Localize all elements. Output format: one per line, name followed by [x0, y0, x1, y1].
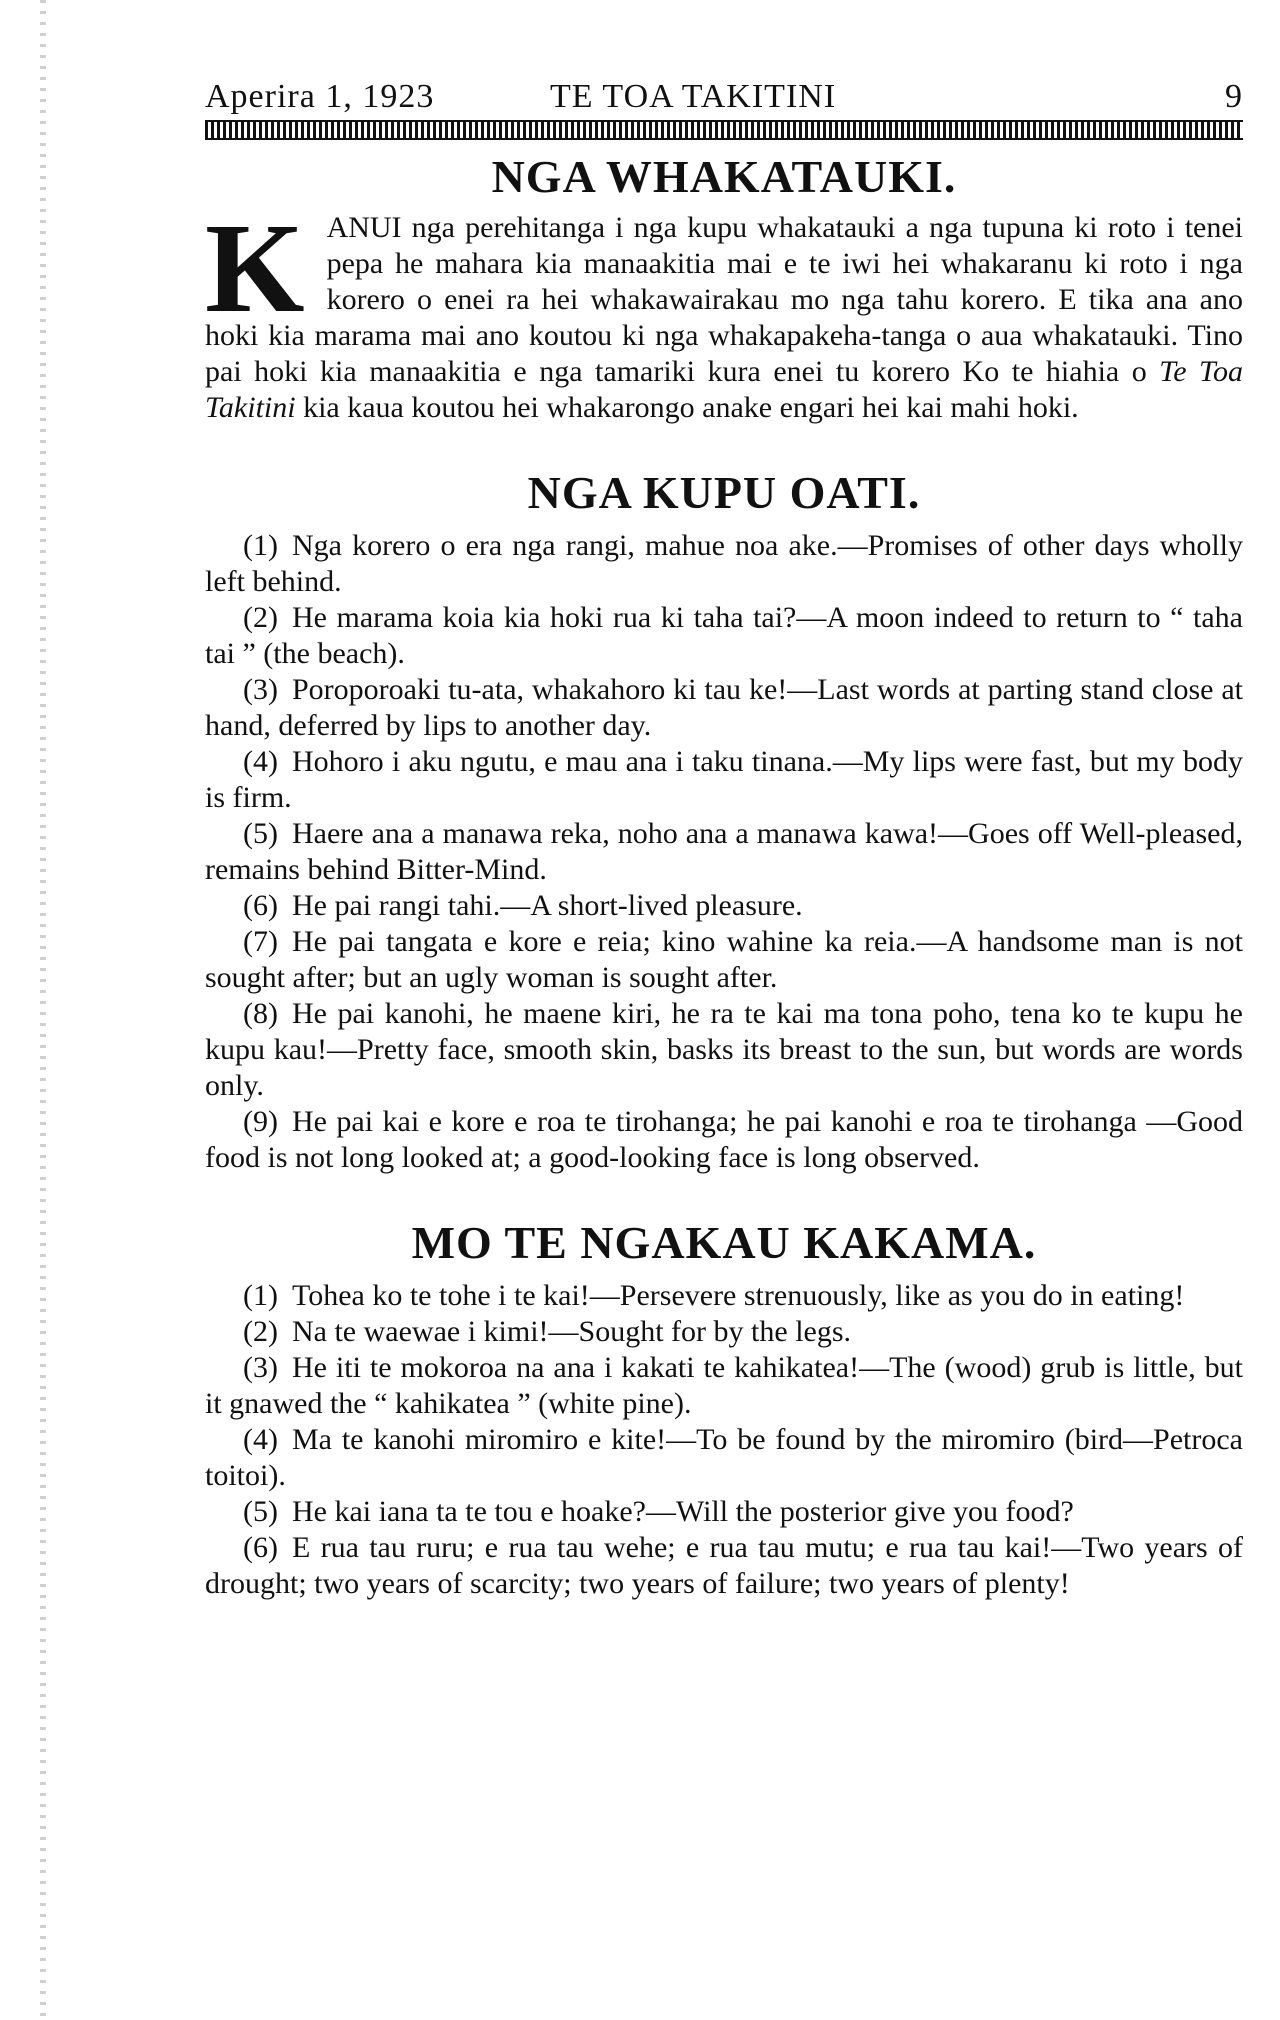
item-number: (5) — [243, 1495, 278, 1528]
item-number: (3) — [243, 1351, 278, 1384]
list-item — [205, 1104, 1243, 1176]
section-title-ngakau-kakama: MO TE NGAKAU KAKAMA. — [411, 1217, 1037, 1268]
intro-paragraph — [205, 197, 1243, 426]
item-text: He pai tangata e kore e reia; kino wahine ka reia.—A handsome man is not sought after; but an ugly woman is sought after. — [205, 925, 1243, 994]
list-item — [205, 1350, 1243, 1422]
page-edge-shadow — [40, 0, 46, 2020]
item-text: He iti te mokoroa na ana i kakati te kahikatea!—The (wood) grub is little, but it gnawed the “ kahikatea ” (white pine). — [205, 1351, 1243, 1420]
running-head — [205, 78, 1243, 116]
item-text: He pai rangi tahi.—A short-lived pleasure. — [291, 889, 803, 922]
section-title-whakatauki: NGA WHAKATAUKI. — [491, 151, 957, 202]
page-number: 9 — [1225, 78, 1243, 115]
issue-date: Aperira 1, 1923 — [205, 78, 435, 115]
item-number: (4) — [243, 745, 278, 778]
kupu-oati-list — [205, 528, 1243, 1176]
item-number: (1) — [243, 529, 278, 562]
list-item — [205, 528, 1243, 600]
list-item — [205, 996, 1243, 1104]
section-title-kupu-oati: NGA KUPU OATI. — [527, 467, 921, 518]
list-item — [205, 1422, 1243, 1494]
intro-text-italic: Te Toa Takitini — [205, 355, 1243, 424]
item-text: He kai iana ta te tou e hoake?—Will the posterior give you food? — [291, 1495, 1074, 1528]
ngakau-kakama-list — [205, 1278, 1243, 1602]
item-text: Nga korero o era nga rangi, mahue noa ake.—Promises of other days wholly left behind. — [205, 529, 1243, 598]
item-number: (6) — [243, 1531, 278, 1564]
publication-title: TE TOA TAKITINI — [550, 78, 837, 115]
newspaper-page — [205, 78, 1243, 1602]
list-item — [205, 1530, 1243, 1602]
list-item — [205, 672, 1243, 744]
item-text: Haere ana a manawa reka, noho ana a manawa kawa!—Goes off Well-pleased, remains behind Bitter-Mind. — [205, 817, 1243, 886]
item-text: He pai kanohi, he maene kiri, he ra te kai ma tona poho, tena ko te kupu he kupu kau!—Pretty face, smooth skin, basks its breast to the sun, but words are words only. — [205, 997, 1243, 1102]
item-number: (2) — [243, 601, 278, 634]
item-number: (6) — [243, 889, 278, 922]
list-item — [205, 744, 1243, 816]
item-number: (3) — [243, 673, 278, 706]
item-text: He marama koia kia hoki rua ki taha tai?—A moon indeed to return to “ taha tai ” (the beach). — [205, 601, 1243, 670]
intro-text-end: kia kaua koutou hei whakarongo anake engari hei kai mahi hoki. — [295, 391, 1079, 424]
list-item — [205, 924, 1243, 996]
list-item — [205, 1494, 1243, 1530]
item-number: (4) — [243, 1423, 278, 1456]
list-item — [205, 1314, 1243, 1350]
item-number: (2) — [243, 1315, 278, 1348]
item-text: He pai kai e kore e roa te tirohanga; he pai kanohi e roa te tirohanga —Good food is not long looked at; a good-looking face is long observed. — [205, 1105, 1243, 1174]
list-item — [205, 1278, 1243, 1314]
ornamental-rule — [205, 120, 1243, 140]
item-text: Tohea ko te tohe i te kai!—Persevere strenuously, like as you do in eating! — [291, 1279, 1185, 1312]
item-text: Ma te kanohi miromiro e kite!—To be found by the miromiro (bird—Petroca toitoi). — [205, 1423, 1243, 1492]
item-number: (9) — [243, 1105, 278, 1138]
item-number: (8) — [243, 997, 278, 1030]
item-text: Na te waewae i kimi!—Sought for by the legs. — [291, 1315, 852, 1348]
drop-cap: K — [205, 197, 305, 339]
list-item — [205, 600, 1243, 672]
item-number: (7) — [243, 925, 278, 958]
item-number: (1) — [243, 1279, 278, 1312]
list-item — [205, 888, 1243, 924]
intro-text-start: ANUI nga perehitanga i nga kupu whakatauki a nga tupuna ki roto i tenei pepa he mahara kia manaakitia mai e te iwi hei whakaranu ki roto i nga korero o enei ra hei whakawairakau mo nga tahu korero. E tika ana ano hoki kia marama mai ano koutou ki nga whakapakeha-tanga o aua whakatauki. Tino pai hoki kia manaakitia e nga tamariki kura enei tu korero Ko te hiahia o — [205, 211, 1243, 388]
item-text: Poroporoaki tu-ata, whakahoro ki tau ke!—Last words at parting stand close at hand, deferred by lips to another day. — [205, 673, 1243, 742]
item-number: (5) — [243, 817, 278, 850]
item-text: E rua tau ruru; e rua tau wehe; e rua tau mutu; e rua tau kai!—Two years of drought; two years of scarcity; two years of failure; two years of plenty! — [205, 1531, 1243, 1600]
item-text: Hohoro i aku ngutu, e mau ana i taku tinana.—My lips were fast, but my body is firm. — [205, 745, 1243, 814]
list-item — [205, 816, 1243, 888]
